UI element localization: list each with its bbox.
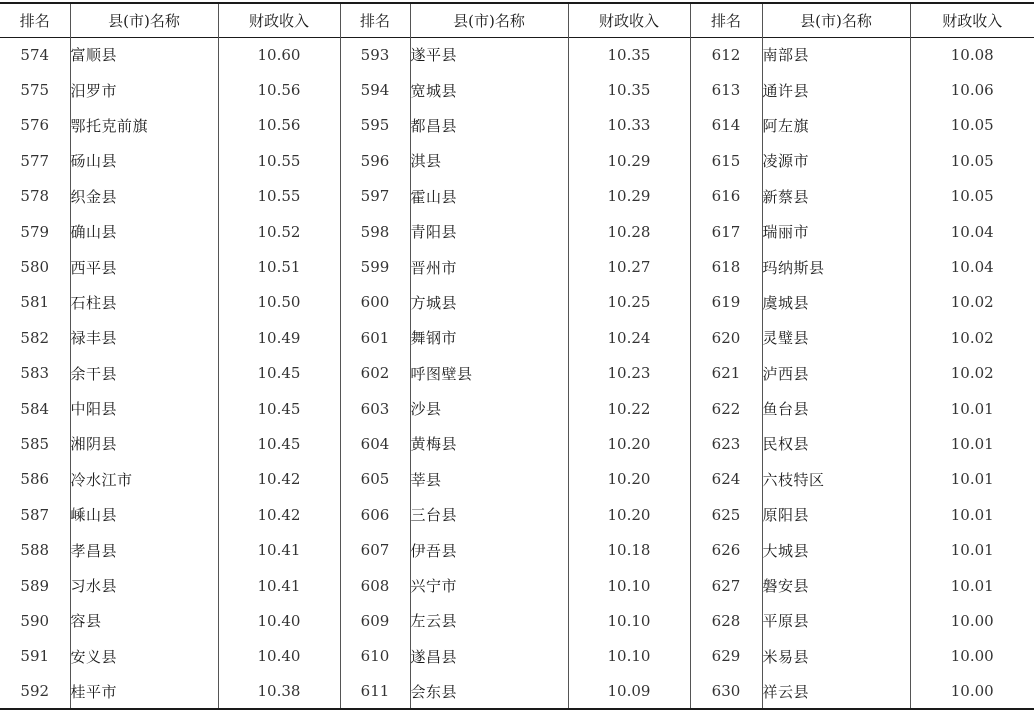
rank-cell: 584 (20, 399, 50, 418)
revenue-cell: 10.02 (910, 320, 1034, 355)
county-name-cell: 都昌县 (410, 108, 568, 143)
county-name-cell: 大城县 (762, 532, 910, 567)
county-name-cell: 桂平市 (70, 674, 218, 709)
rank-cell: 592 (20, 682, 50, 701)
revenue-cell: 10.41 (218, 532, 340, 567)
rank-cell: 614 (690, 108, 762, 143)
rank-cell: 612 (690, 37, 762, 72)
rank-cell: 619 (690, 285, 762, 320)
county-name-cell: 三台县 (410, 497, 568, 532)
header-revenue: 财政收入 (910, 3, 1034, 37)
county-name-cell: 原阳县 (762, 497, 910, 532)
revenue-cell: 10.22 (568, 391, 690, 426)
county-name-cell: 晋州市 (410, 249, 568, 284)
rank-cell: 593 (340, 37, 410, 72)
county-name-cell: 沙县 (410, 391, 568, 426)
rank-cell: 608 (340, 568, 410, 603)
rank-cell: 587 (20, 505, 50, 524)
revenue-cell: 10.27 (568, 249, 690, 284)
county-name-cell: 黄梅县 (410, 426, 568, 461)
county-revenue-table (0, 2, 1034, 710)
county-name-cell: 冷水江市 (70, 462, 218, 497)
revenue-cell: 10.10 (568, 603, 690, 638)
county-name-cell: 宽城县 (410, 72, 568, 107)
table-row (0, 72, 1034, 107)
revenue-cell: 10.40 (218, 603, 340, 638)
revenue-cell: 10.24 (568, 320, 690, 355)
county-name-cell: 灵璧县 (762, 320, 910, 355)
revenue-cell: 10.42 (218, 462, 340, 497)
county-name-cell: 青阳县 (410, 214, 568, 249)
county-name-cell: 阿左旗 (762, 108, 910, 143)
county-name-cell: 瑞丽市 (762, 214, 910, 249)
revenue-cell: 10.38 (218, 674, 340, 709)
revenue-cell: 10.01 (910, 462, 1034, 497)
revenue-cell: 10.29 (568, 179, 690, 214)
rank-cell: 621 (690, 356, 762, 391)
revenue-cell: 10.33 (568, 108, 690, 143)
table-row (0, 37, 1034, 72)
header-name: 县(市)名称 (762, 3, 910, 37)
rank-cell: 594 (340, 72, 410, 107)
table-row (0, 391, 1034, 426)
county-name-cell: 织金县 (70, 179, 218, 214)
rank-cell: 580 (20, 258, 50, 277)
rank-cell: 629 (690, 639, 762, 674)
county-name-cell: 凌源市 (762, 143, 910, 178)
table-row (0, 497, 1034, 532)
rank-cell: 589 (20, 576, 50, 595)
county-name-cell: 六枝特区 (762, 462, 910, 497)
revenue-cell: 10.20 (568, 497, 690, 532)
table-row (0, 426, 1034, 461)
rank-cell: 582 (20, 328, 50, 347)
revenue-cell: 10.04 (910, 249, 1034, 284)
county-name-cell: 会东县 (410, 674, 568, 709)
county-name-cell: 泸西县 (762, 356, 910, 391)
county-name-cell: 民权县 (762, 426, 910, 461)
table-row (0, 285, 1034, 320)
rank-cell: 623 (690, 426, 762, 461)
rank-cell: 630 (690, 674, 762, 709)
rank-cell: 609 (340, 603, 410, 638)
revenue-cell: 10.01 (910, 532, 1034, 567)
county-name-cell: 南部县 (762, 37, 910, 72)
revenue-cell: 10.25 (568, 285, 690, 320)
revenue-cell: 10.20 (568, 426, 690, 461)
rank-cell: 605 (340, 462, 410, 497)
revenue-cell: 10.05 (910, 143, 1034, 178)
rank-cell: 590 (20, 611, 50, 630)
county-name-cell: 呼图壁县 (410, 356, 568, 391)
rank-cell: 585 (20, 434, 50, 453)
rank-cell: 628 (690, 603, 762, 638)
revenue-cell: 10.35 (568, 72, 690, 107)
table-row (0, 674, 1034, 709)
revenue-cell: 10.20 (568, 462, 690, 497)
county-name-cell: 平原县 (762, 603, 910, 638)
rank-cell: 600 (340, 285, 410, 320)
county-name-cell: 左云县 (410, 603, 568, 638)
revenue-cell: 10.45 (218, 426, 340, 461)
revenue-cell: 10.45 (218, 391, 340, 426)
county-name-cell: 遂平县 (410, 37, 568, 72)
county-name-cell: 祥云县 (762, 674, 910, 709)
revenue-cell: 10.02 (910, 356, 1034, 391)
revenue-cell: 10.55 (218, 143, 340, 178)
revenue-cell: 10.01 (910, 426, 1034, 461)
rank-cell: 598 (340, 214, 410, 249)
rank-cell: 588 (20, 541, 50, 560)
county-name-cell: 容县 (70, 603, 218, 638)
county-name-cell: 遂昌县 (410, 639, 568, 674)
county-name-cell: 余干县 (70, 356, 218, 391)
rank-cell: 622 (690, 391, 762, 426)
revenue-cell: 10.51 (218, 249, 340, 284)
county-name-cell: 西平县 (70, 249, 218, 284)
county-name-cell: 禄丰县 (70, 320, 218, 355)
revenue-cell: 10.28 (568, 214, 690, 249)
county-name-cell: 嵊山县 (70, 497, 218, 532)
revenue-cell: 10.00 (910, 603, 1034, 638)
table-row (0, 568, 1034, 603)
table-row (0, 462, 1034, 497)
rank-cell: 626 (690, 532, 762, 567)
rank-cell: 577 (20, 151, 50, 170)
revenue-cell: 10.35 (568, 37, 690, 72)
county-name-cell: 虞城县 (762, 285, 910, 320)
rank-cell: 583 (20, 364, 50, 383)
county-name-cell: 鄂托克前旗 (70, 108, 218, 143)
table-row (0, 532, 1034, 567)
header-rank: 排名 (690, 3, 762, 37)
header-name: 县(市)名称 (410, 3, 568, 37)
revenue-cell: 10.10 (568, 568, 690, 603)
table-header (0, 3, 1034, 37)
county-name-cell: 米易县 (762, 639, 910, 674)
rank-cell: 607 (340, 532, 410, 567)
rank-cell: 595 (340, 108, 410, 143)
county-name-cell: 安义县 (70, 639, 218, 674)
revenue-cell: 10.08 (910, 37, 1034, 72)
table-row (0, 603, 1034, 638)
rank-cell: 606 (340, 497, 410, 532)
county-name-cell: 通许县 (762, 72, 910, 107)
rank-cell: 620 (690, 320, 762, 355)
county-name-cell: 磐安县 (762, 568, 910, 603)
county-name-cell: 淇县 (410, 143, 568, 178)
rank-cell: 578 (20, 187, 50, 206)
header-row (0, 3, 1034, 37)
table-body (0, 37, 1034, 709)
rank-cell: 586 (20, 470, 50, 489)
county-name-cell: 莘县 (410, 462, 568, 497)
revenue-cell: 10.06 (910, 72, 1034, 107)
county-name-cell: 兴宁市 (410, 568, 568, 603)
revenue-cell: 10.56 (218, 108, 340, 143)
table-row (0, 356, 1034, 391)
rank-cell: 579 (20, 222, 50, 241)
revenue-cell: 10.23 (568, 356, 690, 391)
revenue-cell: 10.01 (910, 391, 1034, 426)
revenue-cell: 10.49 (218, 320, 340, 355)
table-row (0, 179, 1034, 214)
revenue-cell: 10.50 (218, 285, 340, 320)
county-name-cell: 方城县 (410, 285, 568, 320)
county-name-cell: 舞钢市 (410, 320, 568, 355)
county-name-cell: 汨罗市 (70, 72, 218, 107)
table-row (0, 249, 1034, 284)
table-row (0, 214, 1034, 249)
county-name-cell: 伊吾县 (410, 532, 568, 567)
rank-cell: 581 (20, 293, 50, 312)
rank-cell: 618 (690, 249, 762, 284)
table-row (0, 143, 1034, 178)
county-name-cell: 湘阴县 (70, 426, 218, 461)
county-name-cell: 富顺县 (70, 37, 218, 72)
rank-cell: 616 (690, 179, 762, 214)
county-name-cell: 玛纳斯县 (762, 249, 910, 284)
county-name-cell: 霍山县 (410, 179, 568, 214)
rank-cell: 627 (690, 568, 762, 603)
rank-cell: 617 (690, 214, 762, 249)
header-rank: 排名 (19, 11, 50, 30)
revenue-cell: 10.00 (910, 674, 1034, 709)
revenue-cell: 10.01 (910, 497, 1034, 532)
table-row (0, 108, 1034, 143)
rank-cell: 602 (340, 356, 410, 391)
county-name-cell: 鱼台县 (762, 391, 910, 426)
revenue-cell: 10.40 (218, 639, 340, 674)
revenue-cell: 10.05 (910, 108, 1034, 143)
rank-cell: 603 (340, 391, 410, 426)
rank-cell: 624 (690, 462, 762, 497)
rank-cell: 610 (340, 639, 410, 674)
rank-cell: 613 (690, 72, 762, 107)
rank-cell: 604 (340, 426, 410, 461)
county-name-cell: 确山县 (70, 214, 218, 249)
revenue-cell: 10.60 (218, 37, 340, 72)
revenue-cell: 10.29 (568, 143, 690, 178)
rank-cell: 601 (340, 320, 410, 355)
revenue-cell: 10.04 (910, 214, 1034, 249)
table-row (0, 320, 1034, 355)
header-revenue: 财政收入 (218, 3, 340, 37)
rank-cell: 597 (340, 179, 410, 214)
rank-cell: 596 (340, 143, 410, 178)
rank-cell: 625 (690, 497, 762, 532)
county-name-cell: 砀山县 (70, 143, 218, 178)
county-name-cell: 新蔡县 (762, 179, 910, 214)
revenue-cell: 10.55 (218, 179, 340, 214)
rank-cell: 599 (340, 249, 410, 284)
revenue-cell: 10.02 (910, 285, 1034, 320)
rank-cell: 576 (20, 116, 50, 135)
header-name: 县(市)名称 (70, 3, 218, 37)
county-name-cell: 中阳县 (70, 391, 218, 426)
revenue-cell: 10.00 (910, 639, 1034, 674)
revenue-cell: 10.42 (218, 497, 340, 532)
county-name-cell: 习水县 (70, 568, 218, 603)
rank-cell: 615 (690, 143, 762, 178)
revenue-cell: 10.09 (568, 674, 690, 709)
rank-cell: 591 (20, 647, 50, 666)
revenue-cell: 10.41 (218, 568, 340, 603)
revenue-cell: 10.56 (218, 72, 340, 107)
revenue-cell: 10.18 (568, 532, 690, 567)
table-row (0, 639, 1034, 674)
rank-cell: 574 (20, 45, 50, 64)
header-rank: 排名 (340, 3, 410, 37)
county-name-cell: 石柱县 (70, 285, 218, 320)
revenue-cell: 10.52 (218, 214, 340, 249)
revenue-cell: 10.45 (218, 356, 340, 391)
revenue-cell: 10.10 (568, 639, 690, 674)
rank-cell: 575 (20, 81, 50, 100)
rank-cell: 611 (340, 674, 410, 709)
county-name-cell: 孝昌县 (70, 532, 218, 567)
revenue-cell: 10.01 (910, 568, 1034, 603)
revenue-cell: 10.05 (910, 179, 1034, 214)
header-revenue: 财政收入 (568, 3, 690, 37)
